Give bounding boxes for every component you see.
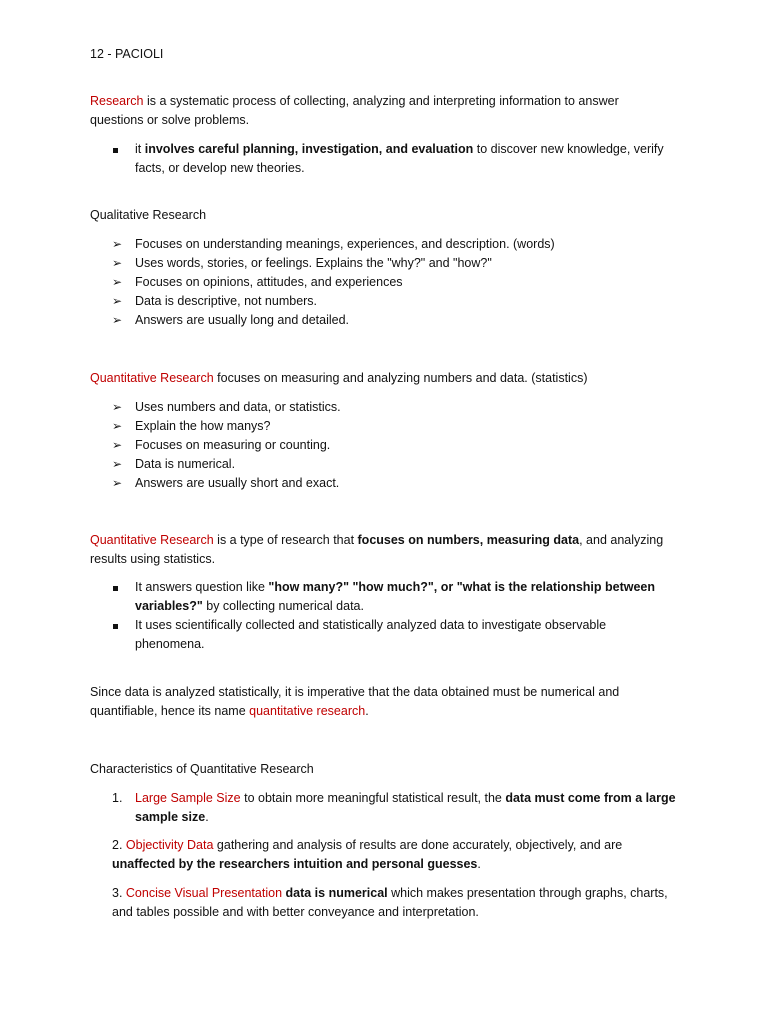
- quantitative-definition-2-line-2: results using statistics.: [90, 552, 216, 566]
- qualitative-list-item: Answers are usually long and detailed.: [135, 313, 350, 327]
- char-2-bold: unaffected by the researchers intuition and personal guesses: [112, 857, 478, 871]
- q2-bullet-2-line-2: phenomena.: [135, 637, 205, 651]
- quantitative-term-2: Quantitative Research: [90, 533, 214, 547]
- square-bullet-icon: [113, 586, 118, 591]
- char-1-end: .: [205, 810, 209, 824]
- arrow-bullet-icon: ➢: [112, 419, 123, 433]
- q2-b1-post: by collecting numerical data.: [202, 599, 364, 613]
- char-2-number: 2.: [112, 838, 126, 852]
- qualitative-list-item: Focuses on understanding meanings, experiences, and description. (words): [135, 237, 555, 251]
- char-3-term: Concise Visual Presentation: [125, 886, 283, 900]
- page-header: 12 - PACIOLI: [90, 47, 164, 61]
- quantitative-list-item: Uses numbers and data, or statistics.: [135, 400, 341, 414]
- char-1-bold2: sample size: [135, 810, 206, 824]
- quantitative-list-item: Focuses on measuring or counting.: [135, 438, 331, 452]
- intro-bullet-line-2: facts, or develop new theories.: [135, 161, 305, 175]
- arrow-bullet-icon: ➢: [112, 256, 123, 270]
- arrow-bullet-icon: ➢: [112, 438, 123, 452]
- q2-end: , and analyzing: [579, 533, 664, 547]
- char-2-line-1: [112, 836, 622, 855]
- arrow-bullet-icon: ➢: [112, 476, 123, 490]
- char-2-end: .: [477, 857, 481, 871]
- quantitative-def-text: focuses on measuring and analyzing numbers and data. (statistics): [213, 371, 588, 385]
- qualitative-list-item: Focuses on opinions, attitudes, and experiences: [135, 275, 403, 289]
- arrow-bullet-icon: ➢: [112, 294, 123, 308]
- char-1-number: 1.: [112, 791, 123, 805]
- quantitative-term: Quantitative Research: [90, 371, 214, 385]
- char-3-line-2: and tables possible and with better conveyance and interpretation.: [112, 905, 479, 919]
- char-3-bold: data is numerical: [282, 886, 388, 900]
- char-1-mid: to obtain more meaningful statistical result, the: [240, 791, 506, 805]
- since-line-2: [90, 702, 369, 721]
- char-3-number: 3.: [112, 886, 126, 900]
- quantitative-definition-1: [90, 369, 588, 388]
- arrow-bullet-icon: ➢: [112, 400, 123, 414]
- char-2-rest: gathering and analysis of results are done accurately, objectively, and are: [213, 838, 623, 852]
- intro-line-1: [90, 92, 619, 111]
- arrow-bullet-icon: ➢: [112, 237, 123, 251]
- arrow-bullet-icon: ➢: [112, 313, 123, 327]
- intro-line-2: questions or solve problems.: [90, 113, 250, 127]
- char-3-line-1: [112, 884, 668, 903]
- square-bullet-icon: [113, 624, 118, 629]
- quantitative-list-item: Explain the how manys?: [135, 419, 271, 433]
- arrow-bullet-icon: ➢: [112, 275, 123, 289]
- q2-b1-pre: It answers question like: [135, 580, 269, 594]
- intro-bullet-pre: it: [135, 142, 145, 156]
- quantitative-definition-2-line-1: [90, 531, 663, 550]
- since-post: .: [365, 704, 369, 718]
- square-bullet-icon: [113, 148, 118, 153]
- quantitative-list-item: Data is numerical.: [135, 457, 236, 471]
- q2-mid: is a type of research that: [213, 533, 358, 547]
- q2-bullet-1-line-2: [135, 597, 364, 616]
- q2-b1-bold2: variables?": [135, 599, 203, 613]
- qualitative-list-item: Data is descriptive, not numbers.: [135, 294, 318, 308]
- char-2-term: Objectivity Data: [125, 838, 214, 852]
- char-1-line-2: [135, 808, 209, 827]
- char-1-term: Large Sample Size: [135, 791, 241, 805]
- intro-bullet-post: to discover new knowledge, verify: [473, 142, 664, 156]
- q2-bullet-2-line-1: It uses scientifically collected and statistically analyzed data to investigate observable: [135, 618, 607, 632]
- q2-b1-bold1: "how many?" "how much?", or "what is the relationship between: [268, 580, 656, 594]
- characteristics-heading: Characteristics of Quantitative Research: [90, 762, 314, 776]
- arrow-bullet-icon: ➢: [112, 457, 123, 471]
- char-3-rest: which makes presentation through graphs, charts,: [387, 886, 668, 900]
- intro-text: is a systematic process of collecting, analyzing and interpreting information to answer: [143, 94, 619, 108]
- research-term: Research: [90, 94, 144, 108]
- intro-bullet-line-1: [135, 140, 664, 159]
- since-line-1: Since data is analyzed statistically, it is imperative that the data obtained must be numerical and: [90, 685, 620, 699]
- char-1-line-1: [135, 789, 676, 808]
- char-2-line-2: [112, 855, 481, 874]
- q2-bold: focuses on numbers, measuring data: [357, 533, 580, 547]
- intro-bullet-bold: involves careful planning, investigation, and evaluation: [144, 142, 474, 156]
- quantitative-list-item: Answers are usually short and exact.: [135, 476, 340, 490]
- since-red: quantitative research: [249, 704, 366, 718]
- q2-bullet-1-line-1: [135, 578, 655, 597]
- char-1-bold: data must come from a large: [505, 791, 676, 805]
- since-pre: quantifiable, hence its name: [90, 704, 250, 718]
- qualitative-list-item: Uses words, stories, or feelings. Explains the "why?" and "how?": [135, 256, 492, 270]
- qualitative-heading: Qualitative Research: [90, 208, 207, 222]
